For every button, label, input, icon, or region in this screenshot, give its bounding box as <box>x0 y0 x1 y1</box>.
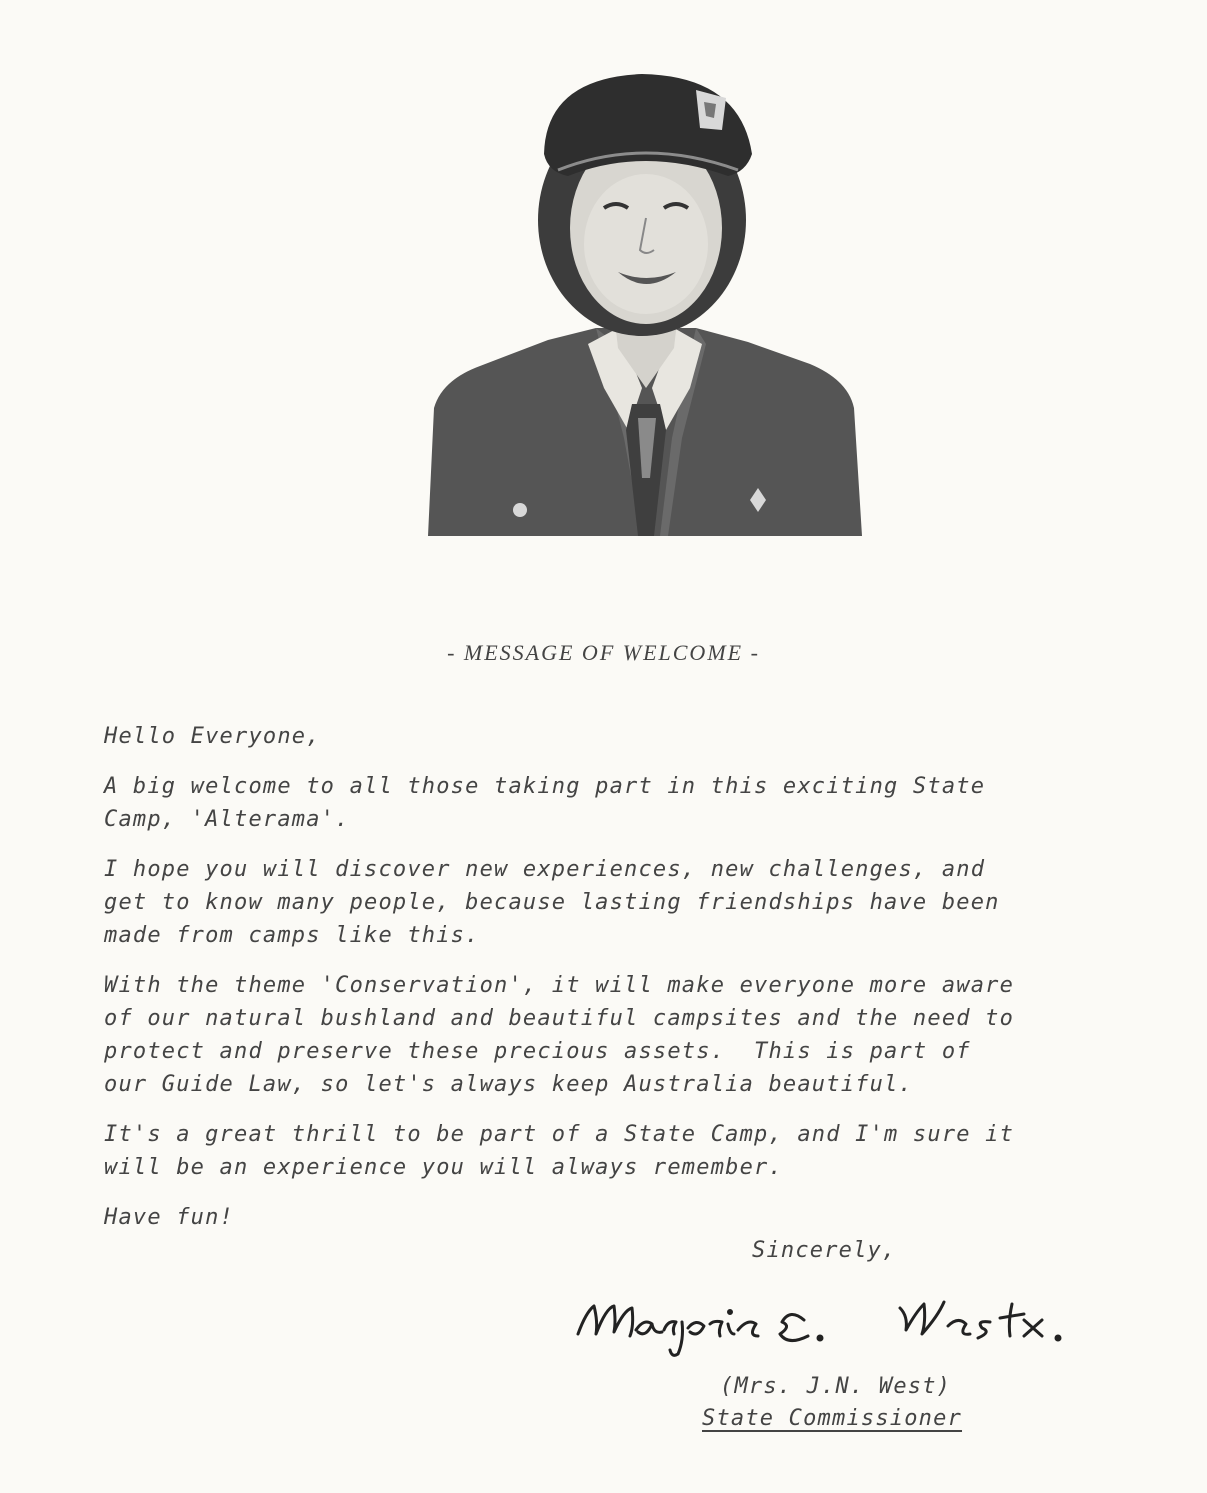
paragraph-line: protect and preserve these precious assets. This is part of <box>104 1039 971 1064</box>
paragraph-line: A big welcome to all those taking part in this exciting State <box>104 774 986 799</box>
paragraph-conservation <box>104 969 1164 1101</box>
closing: Sincerely, <box>752 1238 897 1263</box>
handwritten-signature <box>572 1282 1132 1362</box>
paragraph-line: With the theme 'Conservation', it will make everyone more aware <box>104 973 1015 998</box>
portrait-photo <box>428 58 862 536</box>
paragraph-line: get to know many people, because lasting friendships have been <box>104 890 1000 915</box>
paragraph-line: I hope you will discover new experiences, new challenges, and <box>104 857 986 882</box>
message-heading: - MESSAGE OF WELCOME - <box>447 640 760 665</box>
paragraph-line: made from camps like this. <box>104 923 480 948</box>
greeting <box>104 720 1164 753</box>
paragraph-line: Camp, 'Alterama'. <box>104 807 350 832</box>
sign-off <box>104 1201 1164 1234</box>
paragraph-line: our Guide Law, so let's always keep Australia beautiful. <box>104 1072 913 1097</box>
sign-off-line: Have fun! <box>104 1205 235 1230</box>
paragraph-line: of our natural bushland and beautiful campsites and the need to <box>104 1006 1015 1031</box>
greeting-line: Hello Everyone, <box>104 724 321 749</box>
signatory-title: State Commissioner <box>702 1406 963 1431</box>
letter-body <box>104 720 1164 1251</box>
paragraph-welcome <box>104 770 1164 836</box>
signatory-name: (Mrs. J.N. West) <box>720 1374 952 1399</box>
paragraph-thrill <box>104 1118 1164 1184</box>
paragraph-experiences <box>104 853 1164 952</box>
paragraph-line: It's a great thrill to be part of a State Camp, and I'm sure it <box>104 1122 1015 1147</box>
paragraph-line: will be an experience you will always remember. <box>104 1155 783 1180</box>
